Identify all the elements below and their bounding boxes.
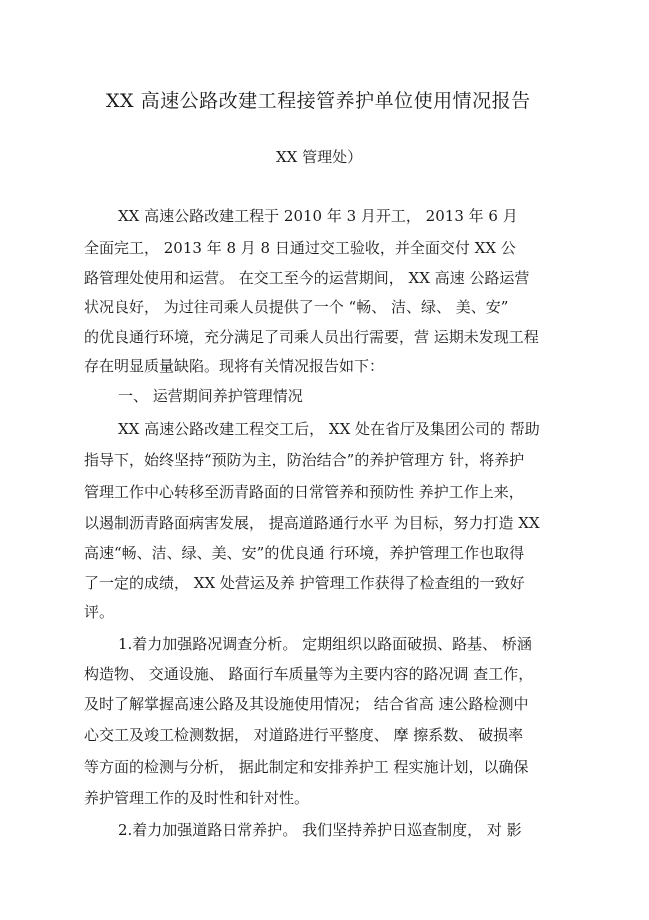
section-heading: 一、 运营期间养护管理情况 [118,387,303,405]
text-line: XX 高速公路改建工程于 2010 年 3 月开工， 2013 年 6 月 [118,207,518,225]
text-line: 等方面的检测与分析， 据此制定和安排养护工 程实施计划，以确保 [84,758,529,776]
text-line: 1.着力加强路况调查分析。 定期组织以路面破损、路基、 桥涵 [118,635,532,653]
text-line: 评。 [84,603,115,621]
text-line: 全面完工， 2013 年 8 月 8 日通过交工验收，并全面交付 XX 公 [84,239,516,257]
text-line: 及时了解掌握高速公路及其设施使用情况； 结合省高 速公路检测中 [84,695,529,713]
text-line: 养护管理工作的及时性和针对性。 [84,789,310,807]
document-title: XX 高速公路改建工程接管养护单位使用情况报告 [106,90,531,112]
text-line: 心交工及竣工检测数据， 对道路进行平整度、 摩 擦系数、 破损率 [84,726,524,744]
text-line: 了一定的成绩， XX 处营运及养 护管理工作获得了检查组的一致好 [84,574,525,592]
text-line: 存在明显质量缺陷。现将有关情况报告如下： [84,357,385,375]
text-line: 的优良通行环境，充分满足了司乘人员出行需要，营 运期未发现工程 [84,328,539,346]
text-line: 指导下，始终坚持“预防为主，防治结合”的养护管理方 针，将养护 [84,451,525,469]
text-line: 路管理处使用和运营。 在交工至今的运营期间， XX 高速 公路运营 [84,269,530,287]
text-line: 状况良好， 为过往司乘人员提供了一个 “畅、 洁、绿、 美、安” [84,298,509,316]
text-line: 管理工作中心转移至沥青路面的日常管养和预防性 养护工作上来， [84,483,524,501]
document-subtitle: XX 管理处） [276,148,363,166]
text-line: 2.着力加强道路日常养护。 我们坚持养护日巡查制度， 对 影 [118,821,522,839]
text-line: XX 高速公路改建工程交工后， XX 处在省厅及集团公司的 帮助 [118,420,540,438]
text-line: 以遏制沥青路面病害发展， 提高道路通行水平 为目标，努力打造 XX [84,514,540,532]
text-line: 构造物、 交通设施、 路面行车质量等为主要内容的路况调 查工作， [84,665,534,683]
text-line: 高速“畅、洁、绿、美、安”的优良通 行环境，养护管理工作也取得 [84,544,525,562]
